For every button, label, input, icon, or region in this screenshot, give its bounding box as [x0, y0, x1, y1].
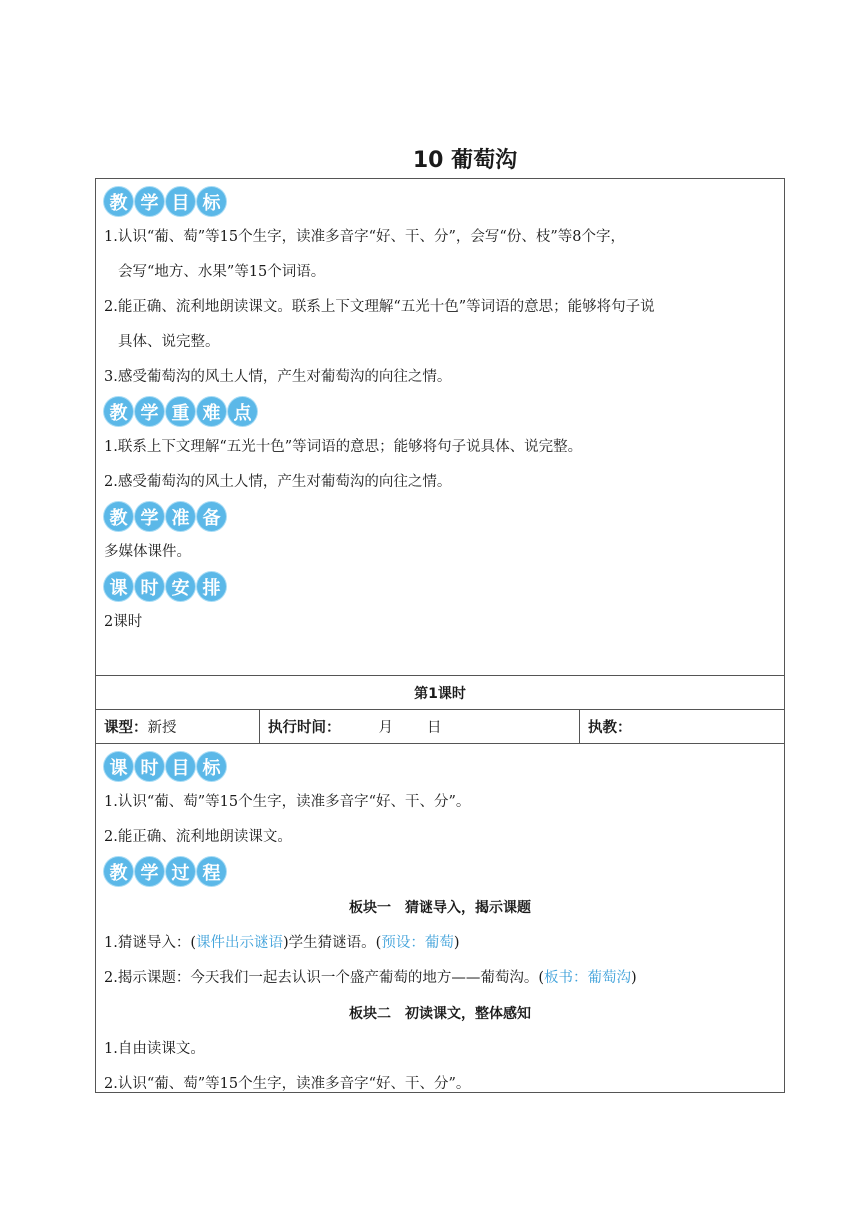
- badge-char: 教: [104, 857, 133, 886]
- key-points-badge: [104, 397, 776, 426]
- lesson-plan-table: [95, 178, 785, 1093]
- lesson-header: 第1课时: [96, 675, 784, 709]
- goal-2-cont: 具体、说完整。: [118, 334, 220, 350]
- preparation-badge: [104, 502, 776, 531]
- page-title: 10 葡萄沟: [412, 148, 518, 173]
- note-text: 板书：葡萄沟: [544, 970, 631, 986]
- overview-section: [96, 179, 784, 675]
- block-1-step-1: [104, 926, 776, 961]
- teaching-goals-badge: [104, 187, 776, 216]
- goal-1: 1.认识“葡、萄”等15个生字，读准多音字“好、干、分”，会写“份、枝”等8个字，: [104, 229, 625, 245]
- badge-char: 标: [197, 187, 226, 216]
- lesson-info-row: [96, 709, 784, 743]
- badge-char: 过: [166, 857, 195, 886]
- type-value: 新授: [147, 720, 177, 736]
- goal-1-cont: 会写“地方、水果”等15个词语。: [118, 264, 326, 280]
- schedule-text: 2课时: [104, 614, 143, 630]
- badge-char: 备: [197, 502, 226, 531]
- badge-char: 课: [104, 572, 133, 601]
- preparation-text: 多媒体课件。: [104, 544, 191, 560]
- day-label: 日: [427, 720, 442, 736]
- lesson-goal-2: 2.能正确、流利地朗读课文。: [104, 829, 292, 845]
- lesson-goal-1: 1.认识“葡、萄”等15个生字，读准多音字“好、干、分”。: [104, 794, 471, 810]
- badge-char: 目: [166, 752, 195, 781]
- exec-time-label: 执行时间：: [268, 720, 341, 736]
- block-2-step-1: 1.自由读课文。: [104, 1041, 205, 1057]
- badge-char: 学: [135, 502, 164, 531]
- badge-char: 学: [135, 397, 164, 426]
- teacher-cell: [580, 710, 784, 743]
- block-2-title: 板块二 初读课文，整体感知: [349, 1006, 531, 1022]
- badge-char: 教: [104, 502, 133, 531]
- badge-char: 学: [135, 857, 164, 886]
- badge-char: 难: [197, 397, 226, 426]
- badge-char: 目: [166, 187, 195, 216]
- schedule-badge: [104, 572, 776, 601]
- block-2-step-2: 2.认识“葡、萄”等15个生字，读准多音字“好、干、分”。: [104, 1076, 471, 1092]
- badge-char: 时: [135, 572, 164, 601]
- badge-char: 教: [104, 397, 133, 426]
- badge-char: 点: [228, 397, 257, 426]
- step-text: ): [453, 935, 460, 951]
- teacher-label: 执教：: [588, 720, 632, 736]
- exec-time-cell: [260, 710, 580, 743]
- badge-char: 课: [104, 752, 133, 781]
- lesson-body: [96, 743, 784, 1102]
- badge-char: 教: [104, 187, 133, 216]
- badge-char: 准: [166, 502, 195, 531]
- badge-char: 标: [197, 752, 226, 781]
- step-text: 2.揭示课题：今天我们一起去认识一个盛产葡萄的地方——葡萄沟。(: [104, 970, 544, 986]
- process-badge: [104, 857, 776, 886]
- key-1: 1.联系上下文理解“五光十色”等词语的意思；能够将句子说具体、说完整。: [104, 439, 583, 455]
- badge-char: 重: [166, 397, 195, 426]
- block-1-step-2: [104, 961, 776, 996]
- step-text: 1.猜谜导入：(: [104, 935, 196, 951]
- type-label: 课型：: [104, 720, 148, 736]
- block-1-title: 板块一 猜谜导入，揭示课题: [349, 900, 531, 916]
- badge-char: 排: [197, 572, 226, 601]
- badge-char: 程: [197, 857, 226, 886]
- badge-char: 学: [135, 187, 164, 216]
- key-2: 2.感受葡萄沟的风土人情，产生对葡萄沟的向往之情。: [104, 474, 452, 490]
- step-text: ): [631, 970, 637, 986]
- badge-char: 安: [166, 572, 195, 601]
- badge-char: 时: [135, 752, 164, 781]
- month-label: 月: [378, 720, 393, 736]
- goal-3: 3.感受葡萄沟的风土人情，产生对葡萄沟的向往之情。: [104, 369, 452, 385]
- note-text: 预设：葡萄: [381, 935, 454, 951]
- note-text: 课件出示谜语: [196, 935, 283, 951]
- goal-2: 2.能正确、流利地朗读课文。联系上下文理解“五光十色”等词语的意思；能够将句子说: [104, 299, 655, 315]
- step-text: )学生猜谜语。(: [283, 935, 382, 951]
- type-cell: [96, 710, 260, 743]
- lesson-goals-badge: [104, 752, 776, 781]
